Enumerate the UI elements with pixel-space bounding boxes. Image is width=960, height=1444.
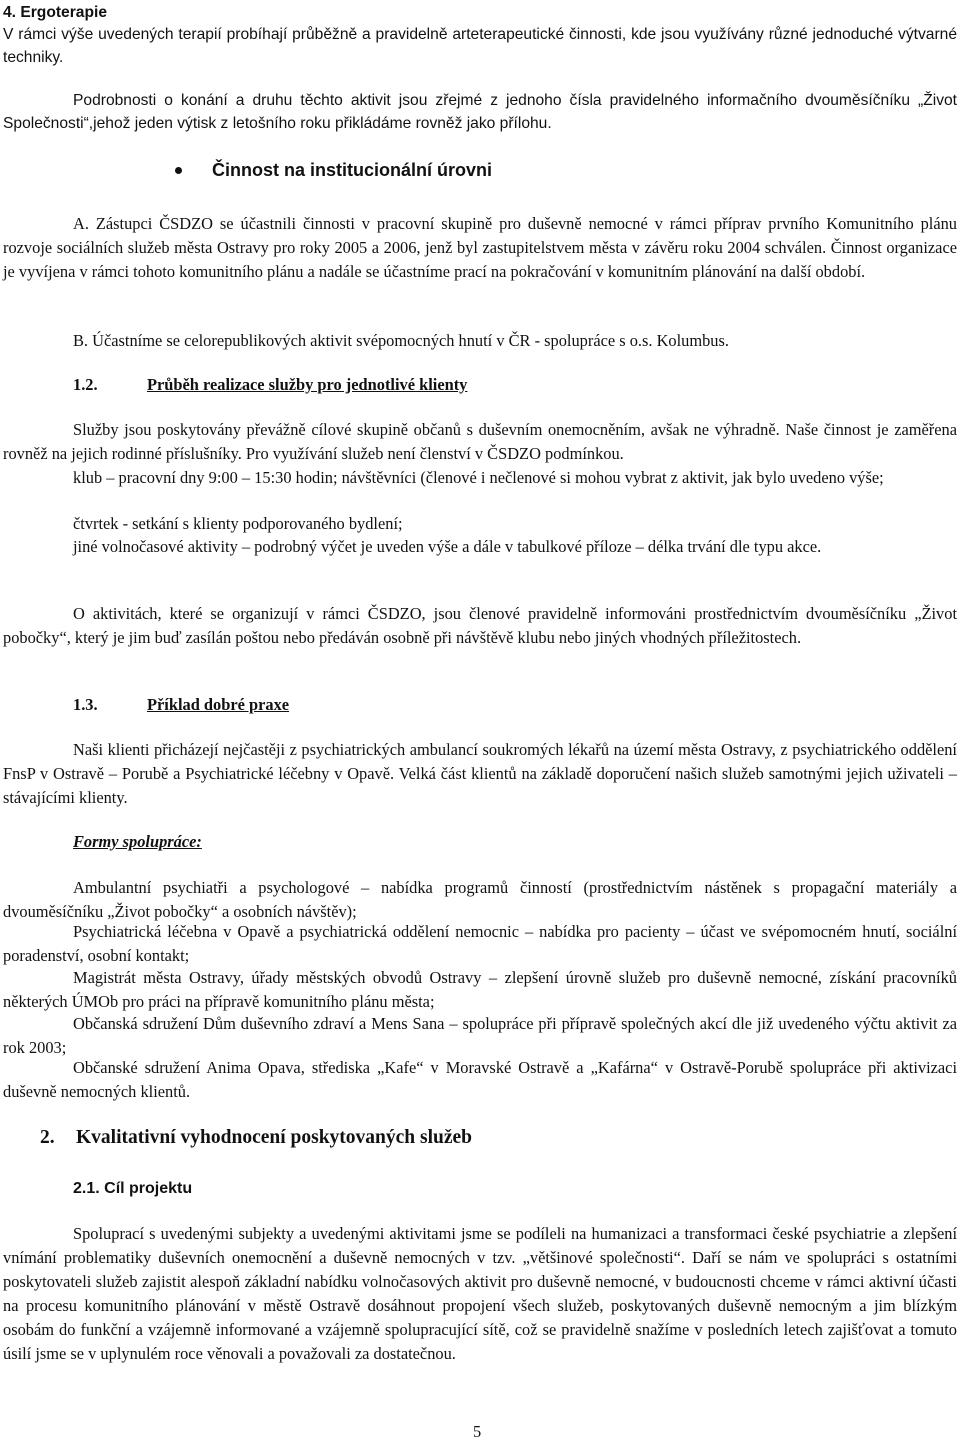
paragraph-ergoterapie-intro: V rámci výše uvedených terapií probíhají průběžně a pravidelně arteterapeutické činnosti, kde jsou využívány různé jednoduché výtvarné techniky. bbox=[3, 26, 957, 66]
paragraph-item-a: A. Zástupci ČSDZO se účastnili činnosti v pracovní skupině pro duševně nemocné v rámci příprav prvního Komunitního plánu rozvoje sociálních služeb města Ostravy pro roky 2005 a 2006, jenž byl zastupitelstvem města v závěru roku 2004 schválen. Činnost organizace je vyvíjena v rámci tohoto komunitního plánu a nadále se účastníme prací na pokračování v komunitním plánování na další období. bbox=[3, 214, 957, 281]
paragraph-club-hours: klub – pracovní dny 9:00 – 15:30 hodin; návštěvníci (členové i nečlenové si mohou vybrat z aktivit, jak bylo uvedeno výše; bbox=[73, 468, 884, 487]
heading-section-2-title: Kvalitativní vyhodnocení poskytovaných služeb bbox=[76, 1127, 473, 1148]
bullet-icon bbox=[175, 167, 182, 174]
paragraph-services-target: Služby jsou poskytovány převážně cílové skupině občanů s duševním onemocněním, avšak ne výhradně. Naše činnost je zaměřena rovněž na jejich rodinné příslušníky. Pro využívání služeb není členství v ČSDZO podmínkou. bbox=[3, 420, 957, 463]
bullet-heading-institutional bbox=[175, 158, 492, 182]
heading-1-3-title: Příklad dobré praxe bbox=[147, 695, 290, 714]
cooperation-forms-label: Formy spolupráce: bbox=[73, 832, 202, 851]
heading-section-2 bbox=[40, 1126, 472, 1150]
paragraph-member-information: O aktivitách, které se organizují v rámci ČSDZO, jsou členové pravidelně informováni prostřednictvím dvouměsíčníku „Život pobočky“, který je jim buď zasílán poštou nebo předáván osobně při návštěvě klubu nebo jiných vhodných příležitostech. bbox=[3, 604, 957, 647]
paragraph-cooperation-magistrate: Magistrát města Ostravy, úřady městských obvodů Ostravy – zlepšení úrovně služeb pro duševně nemocné, získání pracovníků některých ÚMOb pro práci na přípravě komunitního plánu města; bbox=[3, 968, 957, 1011]
paragraph-thursday-meeting: čtvrtek - setkání s klienty podporovaného bydlení; bbox=[73, 514, 403, 533]
heading-cooperation-forms bbox=[73, 830, 202, 854]
heading-institutional-level: Činnost na institucionální úrovni bbox=[212, 160, 493, 180]
page-number: 5 bbox=[473, 1422, 482, 1441]
paragraph-ergoterapie-details: Podrobnosti o konání a druhu těchto aktivit jsou zřejmé z jednoho čísla pravidelného informačního dvouměsíčníku „Život Společnosti“,jehož jeden výtisk z letošního roku přikládáme rovněž jako přílohu. bbox=[3, 92, 957, 132]
paragraph-cooperation-anima: Občanské sdružení Anima Opava, střediska „Kafe“ v Moravské Ostravě a „Kafárna“ v Ostravě-Porubě spolupráce při aktivizaci duševně nemocných klientů. bbox=[3, 1058, 957, 1101]
heading-1-3 bbox=[73, 693, 289, 717]
paragraph-project-goal: Spoluprací s uvedenými subjekty a uvedenými aktivitami jsme se podíleli na humanizaci a transformaci české psychiatrie a zlepšení vnímání problematiky duševních onemocnění a duševně nemocných v tzv. „většinové společnosti“. Daří se nám ve spolupráci s ostatními poskytovateli služeb zajistit alespoň základní nabídku volnočasových aktivit pro duševně nemocné, v budoucnosti chceme v rámci aktivní účasti na procesu komunitního plánování v městě Ostravě dosáhnout propojení všech služeb, poskytovaných duševně nemocným a jim blízkým osobám do funkční a vzájemně informované a vzájemně spolupracující sítě, což se pravidelně snažíme v posledních letech zajišťovat a tomuto úsilí jsme se v uplynulém roce věnovali a považovali za dostatečnou. bbox=[3, 1224, 957, 1363]
heading-1-3-number: 1.3. bbox=[73, 695, 98, 714]
paragraph-cooperation-psychiatrists: Ambulantní psychiatři a psychologové – nabídka programů činností (prostřednictvím nástěnek s propagační materiály a dvouměsíčníku „Život pobočky“ a osobních návštěv); bbox=[3, 878, 957, 921]
paragraph-cooperation-hospital: Psychiatrická léčebna v Opavě a psychiatrická oddělení nemocnic – nabídka pro pacienty – účast ve svépomocném hnutí, sociální poradenství, osobní kontakt; bbox=[3, 922, 957, 965]
heading-1-2-number: 1.2. bbox=[73, 375, 98, 394]
paragraph-client-sources: Naši klienti přicházejí nejčastěji z psychiatrických ambulancí soukromých lékařů na území města Ostravy, z psychiatrického oddělení FnsP v Ostravě – Porubě a Psychiatrické léčebny v Opavě. Velká část klientů na základě doporučení našich služeb samotnými jejich uživateli – stávajícími klienty. bbox=[3, 740, 957, 807]
paragraph-item-b: B. Účastníme se celorepublikových aktivit svépomocných hnutí v ČR - spolupráce s o.s. Kolumbus. bbox=[73, 331, 729, 350]
paragraph-other-activities: jiné volnočasové aktivity – podrobný výčet je uveden výše a dále v tabulkové příloze – délka trvání dle typu akce. bbox=[73, 537, 822, 556]
heading-1-2-title: Průběh realizace služby pro jednotlivé klienty bbox=[147, 375, 468, 394]
heading-2-1: 2.1. Cíl projektu bbox=[73, 1180, 193, 1197]
heading-section-2-number: 2. bbox=[40, 1127, 55, 1148]
section-heading-ergoterapie: 4. Ergoterapie bbox=[3, 4, 107, 21]
paragraph-cooperation-associations: Občanská sdružení Dům duševního zdraví a Mens Sana – spolupráce při přípravě společných akcí dle již uvedeného výčtu aktivit za rok 2003; bbox=[3, 1014, 957, 1057]
heading-1-2 bbox=[73, 373, 467, 397]
